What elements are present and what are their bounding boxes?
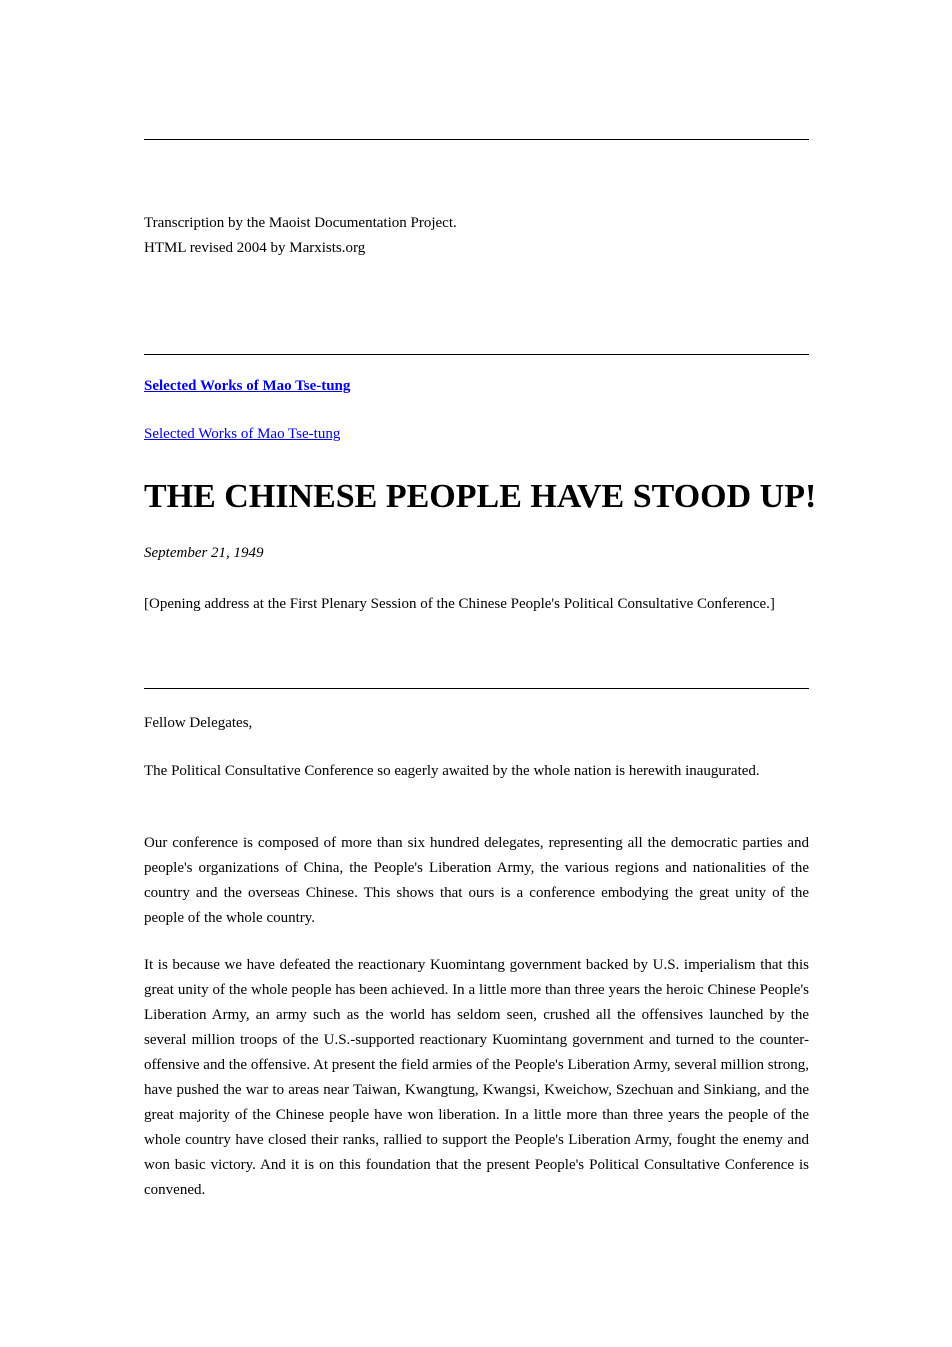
paragraph-3: It is because we have defeated the reactionary Kuomintang government backed by U.S. imperialism that this great unity of the whole people has been achieved. In a little more than three years the heroic Chinese People's Liberation Army, an army such as the world has seldom seen, crushed all the offensives launched by the several million troops of the U.S.-supported reactionary Kuomintang government and turned to the counter-offensive and the offensive. At present the field armies of the People's Liberation Army, several million strong, have pushed the war to areas near Taiwan, Kwangtung, Kwangsi, Kweichow, Szechuan and Sinkiang, and the great majority of the Chinese people have won liberation. In a little more than three years the people of the whole country have closed their ranks, rallied to support the People's Liberation Army, fought the enemy and won basic victory. And it is on this foundation that the present People's Political Consultative Conference is convened.: [144, 957, 809, 1198]
credits-divider: [144, 354, 809, 355]
salutation: Fellow Delegates,: [144, 715, 253, 731]
credits-line-html-revision: HTML revised 2004 by Marxists.org: [144, 240, 366, 256]
credits-line-transcription: Transcription by the Maoist Documentation Project.: [144, 215, 457, 231]
selected-works-link-bold[interactable]: Selected Works of Mao Tse-tung: [144, 378, 351, 394]
top-divider: [144, 139, 809, 140]
note-divider: [144, 688, 809, 689]
selected-works-link[interactable]: Selected Works of Mao Tse-tung: [144, 426, 341, 442]
article-note: [Opening address at the First Plenary Session of the Chinese People's Political Consultative Conference.]: [144, 596, 775, 612]
article-date: September 21, 1949: [144, 545, 264, 561]
paragraph-2: Our conference is composed of more than six hundred delegates, representing all the democratic parties and people's organizations of China, the People's Liberation Army, the various regions and nationalities of the country and the overseas Chinese. This shows that ours is a conference embodying the great unity of the people of the whole country.: [144, 835, 809, 926]
paragraph-1: The Political Consultative Conference so eagerly awaited by the whole nation is herewith inaugurated.: [144, 763, 760, 779]
article-title: THE CHINESE PEOPLE HAVE STOOD UP!: [144, 478, 817, 515]
transcription-credits: [144, 211, 457, 261]
